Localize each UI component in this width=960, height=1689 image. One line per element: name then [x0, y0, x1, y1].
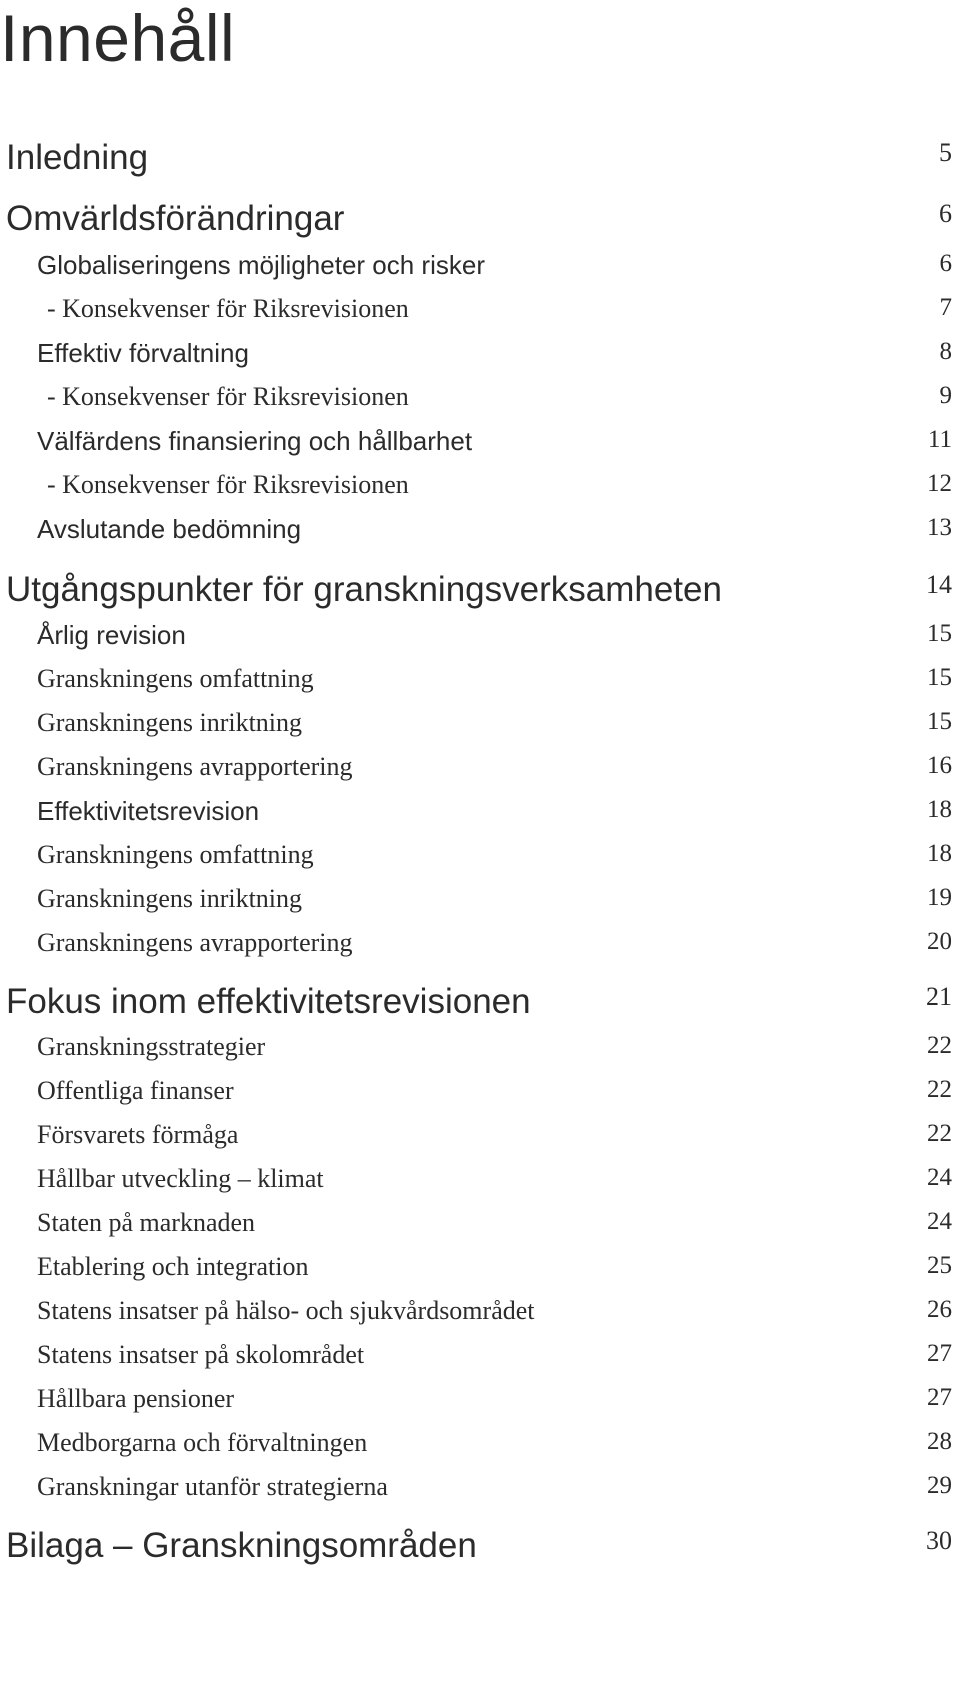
toc-entry-label: Granskningens omfattning [37, 664, 314, 693]
toc-entry[interactable] [0, 1296, 960, 1326]
toc-entry[interactable] [0, 664, 960, 694]
toc-entry-page: 6 [939, 199, 952, 228]
toc-entry[interactable] [0, 294, 960, 324]
toc-entry[interactable] [0, 1428, 960, 1458]
toc-entry-page: 5 [939, 138, 952, 167]
toc-entry-page: 26 [927, 1296, 952, 1323]
toc-entry-label: Granskningar utanför strategierna [37, 1472, 388, 1501]
toc-entry-label: Hållbar utveckling – klimat [37, 1164, 324, 1193]
toc-entry-label: Försvarets förmåga [37, 1120, 239, 1149]
toc-entry[interactable] [0, 338, 960, 369]
toc-entry-label: Omvärldsförändringar [6, 199, 345, 238]
toc-entry[interactable] [0, 796, 960, 827]
toc-entry-label: Bilaga – Granskningsområden [6, 1526, 477, 1565]
toc-entry[interactable] [0, 138, 960, 178]
toc-entry-label: Staten på marknaden [37, 1208, 256, 1237]
toc-entry[interactable] [0, 470, 960, 500]
toc-entry[interactable] [0, 1252, 960, 1282]
toc-entry-label: Granskningens omfattning [37, 840, 314, 869]
toc-entry[interactable] [0, 1340, 960, 1370]
toc-entry-page: 14 [926, 570, 952, 599]
toc-entry-page: 27 [927, 1384, 952, 1411]
toc-entry-page: 13 [927, 514, 952, 541]
toc-entry-label: Hållbara pensioner [37, 1384, 235, 1413]
toc-entry[interactable] [0, 1164, 960, 1194]
toc-entry-label: Avslutande bedömning [37, 514, 302, 544]
toc-entry-page: 20 [927, 928, 952, 955]
toc-entry-page: 11 [927, 426, 952, 453]
toc-entry-label: Fokus inom effektivitetsrevisionen [6, 982, 531, 1021]
toc-entry-page: 30 [926, 1526, 952, 1555]
toc-entry[interactable] [0, 1208, 960, 1238]
toc-entry-label: Globaliseringens möjligheter och risker [37, 250, 485, 280]
toc-entry-label: Statens insatser på hälso- och sjukvårdsområdet [37, 1296, 535, 1325]
toc-entry-page: 24 [927, 1208, 952, 1235]
toc-entry[interactable] [0, 570, 960, 610]
toc-entry-label: Statens insatser på skolområdet [37, 1340, 365, 1369]
toc-entry-page: 28 [927, 1428, 952, 1455]
toc-entry-page: 22 [927, 1120, 952, 1147]
toc-entry-page: 27 [927, 1340, 952, 1367]
toc-entry-label: Inledning [6, 138, 149, 177]
toc-entry[interactable] [0, 884, 960, 914]
toc-entry[interactable] [0, 1472, 960, 1502]
toc-entry[interactable] [0, 708, 960, 738]
toc-entry-page: 24 [927, 1164, 952, 1191]
toc-entry-page: 8 [939, 338, 952, 365]
toc-entry[interactable] [0, 514, 960, 545]
toc-entry-page: 18 [927, 840, 952, 867]
toc-entry-label: Offentliga finanser [37, 1076, 234, 1105]
toc-entry-label: Granskningens avrapportering [37, 928, 353, 957]
toc-entry[interactable] [0, 1120, 960, 1150]
toc-entry[interactable] [0, 1032, 960, 1062]
toc-entry[interactable] [0, 426, 960, 457]
toc-entry-page: 25 [927, 1252, 952, 1279]
toc-entry-label: Granskningens inriktning [37, 708, 303, 737]
toc-entry-label: Utgångspunkter för granskningsverksamheten [6, 570, 722, 609]
toc-entry[interactable] [0, 1526, 960, 1566]
toc-entry[interactable] [0, 928, 960, 958]
toc-entry-page: 21 [926, 982, 952, 1011]
toc-entry-label: Årlig revision [37, 620, 186, 650]
toc-entry-page: 7 [939, 294, 952, 321]
toc-entry[interactable] [0, 1384, 960, 1414]
toc-entry[interactable] [0, 982, 960, 1022]
toc-entry[interactable] [0, 382, 960, 412]
toc-entry[interactable] [0, 840, 960, 870]
toc-entry[interactable] [0, 620, 960, 651]
toc-entry-label: Medborgarna och förvaltningen [37, 1428, 368, 1457]
toc-entry-label: - Konsekvenser för Riksrevisionen [47, 382, 409, 411]
toc-entry-page: 6 [939, 250, 952, 277]
toc-entry-page: 12 [927, 470, 952, 497]
toc-entry-page: 16 [927, 752, 952, 779]
toc-entry-page: 9 [939, 382, 952, 409]
toc-entry-label: Granskningens inriktning [37, 884, 303, 913]
toc-entry-page: 29 [927, 1472, 952, 1499]
toc-entry-page: 22 [927, 1076, 952, 1103]
toc-entry-page: 22 [927, 1032, 952, 1059]
toc-entry-page: 15 [927, 708, 952, 735]
toc-entry[interactable] [0, 752, 960, 782]
toc-entry[interactable] [0, 250, 960, 281]
page-title: Innehåll [0, 1, 236, 75]
toc-entry-label: - Konsekvenser för Riksrevisionen [47, 294, 409, 323]
toc-entry-label: Välfärdens finansiering och hållbarhet [37, 426, 473, 456]
toc-entry-page: 18 [927, 796, 952, 823]
toc-entry-page: 15 [927, 664, 952, 691]
toc-entry-label: - Konsekvenser för Riksrevisionen [47, 470, 409, 499]
toc-entry-page: 19 [927, 884, 952, 911]
toc-entry-label: Etablering och integration [37, 1252, 309, 1281]
toc-entry-label: Effektivitetsrevision [37, 796, 260, 826]
toc-entry-label: Granskningsstrategier [37, 1032, 266, 1061]
toc-entry-label: Effektiv förvaltning [37, 338, 249, 368]
toc-entry[interactable] [0, 1076, 960, 1106]
toc-entry-label: Granskningens avrapportering [37, 752, 353, 781]
toc-entry-page: 15 [927, 620, 952, 647]
toc-entry[interactable] [0, 199, 960, 239]
